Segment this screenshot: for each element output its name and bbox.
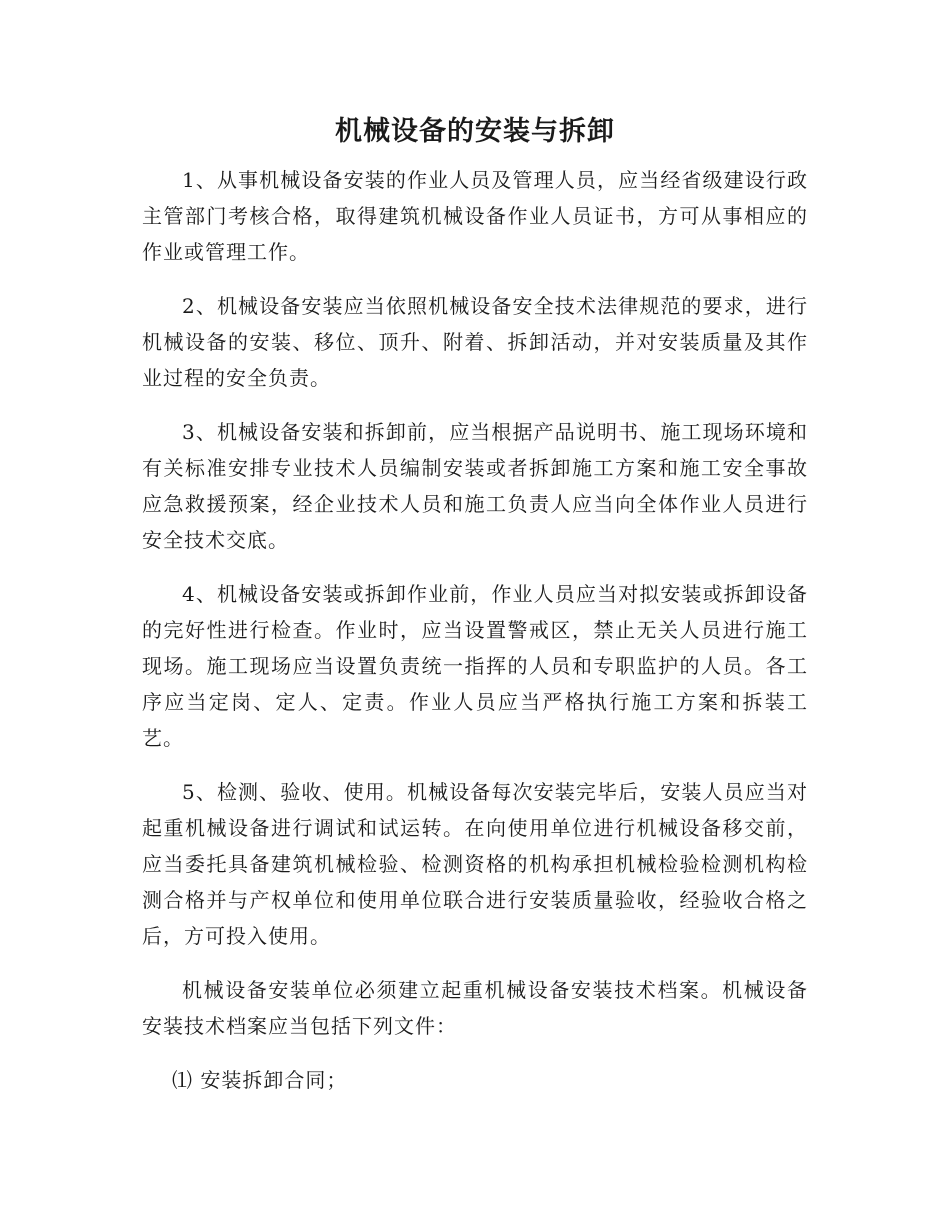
paragraph-2: 2、机械设备安装应当依照机械设备安全技术法律规范的要求，进行机械设备的安装、移位、顶升、附着、拆卸活动，并对安装质量及其作业过程的安全负责。 (142, 294, 808, 390)
paragraph-archive-intro: 机械设备安装单位必须建立起重机械设备安装技术档案。机械设备安装技术档案应当包括下列文件： (142, 978, 808, 1038)
paragraph-3: 3、机械设备安装和拆卸前，应当根据产品说明书、施工现场环境和有关标准安排专业技术人员编制安装或者拆卸施工方案和施工安全事故应急救援预案，经企业技术人员和施工负责人应当向全体作业人员进行安全技术交底。 (142, 420, 808, 552)
paragraph-1: 1、从事机械设备安装的作业人员及管理人员，应当经省级建设行政主管部门考核合格，取得建筑机械设备作业人员证书，方可从事相应的作业或管理工作。 (142, 168, 808, 264)
document-title: 机械设备的安装与拆卸 (335, 116, 615, 147)
paragraph-4: 4、机械设备安装或拆卸作业前，作业人员应当对拟安装或拆卸设备的完好性进行检查。作业时，应当设置警戒区，禁止无关人员进行施工现场。施工现场应当设置负责统一指挥的人员和专职监护的人员。各工序应当定岗、定人、定责。作业人员应当严格执行施工方案和拆装工艺。 (142, 582, 808, 750)
paragraph-5: 5、检测、验收、使用。机械设备每次安装完毕后，安装人员应当对起重机械设备进行调试和试运转。在向使用单位进行机械设备移交前，应当委托具备建筑机械检验、检测资格的机构承担机械检验检测机构检测合格并与产权单位和使用单位联合进行安装质量验收，经验收合格之后，方可投入使用。 (142, 780, 808, 948)
document-page (142, 112, 808, 1116)
list-item: ⑴ 安装拆卸合同； (172, 1068, 348, 1092)
